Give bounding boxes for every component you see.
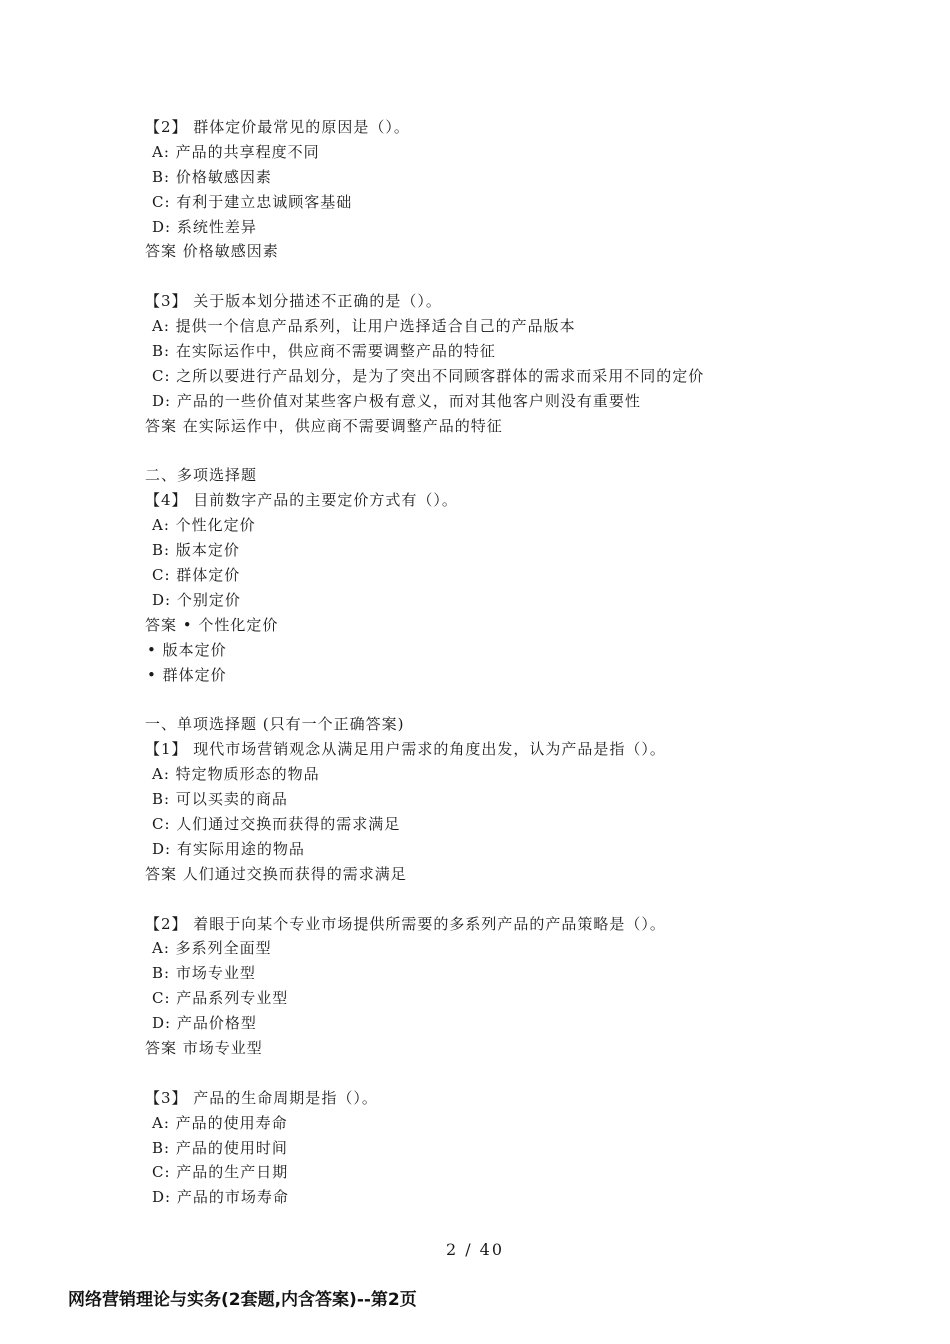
option-c: C: 产品系列专业型 (152, 989, 289, 1008)
question-title: 【3】 产品的生命周期是指（）。 (145, 1088, 378, 1107)
option-b: B: 价格敏感因素 (152, 167, 272, 186)
option-c: C: 人们通过交换而获得的需求满足 (152, 814, 401, 833)
spacer (145, 439, 845, 464)
option-c: C: 产品的生产日期 (152, 1163, 289, 1182)
spacer (145, 887, 845, 912)
option-b: B: 市场专业型 (152, 964, 256, 983)
question-title: 【2】 着眼于向某个专业市场提供所需要的多系列产品的产品策略是（）。 (145, 914, 666, 933)
page-number: 2 / 40 (445, 1240, 505, 1259)
option-a: A: 产品的共享程度不同 (152, 142, 320, 161)
answer: 答案 人们通过交换而获得的需求满足 (145, 864, 407, 883)
option-c: C: 之所以要进行产品划分，是为了突出不同顾客群体的需求而采用不同的定价 (152, 366, 705, 385)
question-title: 【4】 目前数字产品的主要定价方式有（）。 (145, 491, 458, 510)
option-a: A: 特定物质形态的物品 (152, 765, 320, 784)
option-d: D: 个别定价 (152, 590, 241, 609)
option-a: A: 产品的使用寿命 (152, 1113, 288, 1132)
option-a: A: 提供一个信息产品系列，让用户选择适合自己的产品版本 (152, 317, 576, 336)
option-d: D: 有实际用途的物品 (152, 839, 305, 858)
option-a: A: 多系列全面型 (152, 939, 272, 958)
answer: 答案 • 个性化定价 (145, 615, 279, 634)
option-d: D: 系统性差异 (152, 217, 257, 236)
answer: 答案 价格敏感因素 (145, 242, 279, 261)
option-c: C: 群体定价 (152, 566, 241, 585)
option-b: B: 产品的使用时间 (152, 1138, 288, 1157)
option-d: D: 产品的市场寿命 (152, 1188, 289, 1207)
answer: 答案 市场专业型 (145, 1038, 263, 1057)
question-title: 【3】 关于版本划分描述不正确的是（）。 (145, 292, 442, 311)
spacer (145, 1061, 845, 1086)
footer-title: 网络营销理论与实务(2套题,内含答案)--第2页 (68, 1290, 417, 1310)
option-b: B: 在实际运作中，供应商不需要调整产品的特征 (152, 342, 496, 361)
answer-bullet: • 版本定价 (147, 640, 227, 659)
option-b: B: 可以买卖的商品 (152, 790, 288, 809)
answer-bullet: • 群体定价 (147, 665, 227, 684)
answer: 答案 在实际运作中，供应商不需要调整产品的特征 (145, 416, 503, 435)
section-heading: 一、单项选择题 (只有一个正确答案) (145, 715, 405, 734)
question-title: 【2】 群体定价最常见的原因是（）。 (145, 118, 410, 136)
option-c: C: 有利于建立忠诚顾客基础 (152, 192, 353, 211)
option-d: D: 产品的一些价值对某些客户极有意义，而对其他客户则没有重要性 (152, 391, 641, 410)
option-b: B: 版本定价 (152, 541, 240, 560)
option-a: A: 个性化定价 (152, 516, 256, 535)
option-d: D: 产品价格型 (152, 1014, 257, 1033)
page-content (145, 115, 845, 1210)
spacer (145, 264, 845, 289)
section-heading: 二、多项选择题 (145, 466, 258, 485)
spacer (145, 687, 845, 712)
question-title: 【1】 现代市场营销观念从满足用户需求的角度出发，认为产品是指（）。 (145, 740, 666, 759)
